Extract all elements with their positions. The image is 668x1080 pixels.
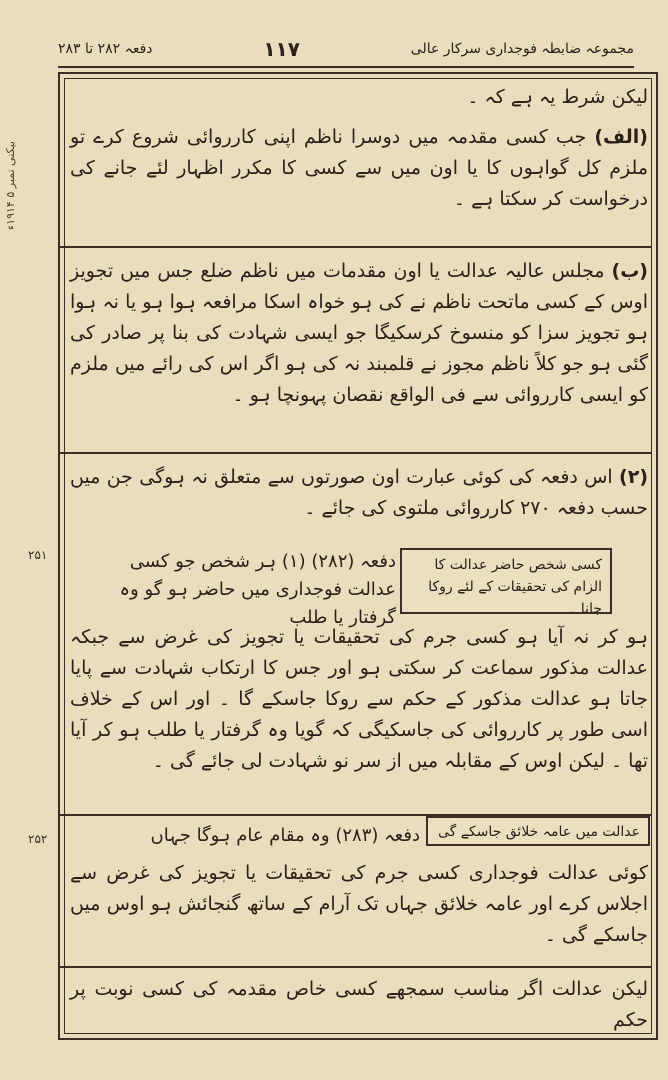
paragraph-intro: [70, 82, 648, 113]
margin-handwritten-note: بیکنی نمبر ۵ ۱۹۱۴ء: [4, 141, 17, 230]
side-caption-282: کسی شخص حاضر عدالت کا الزام کی تحقیقات کے لئے روکا جانا ۔: [400, 548, 612, 614]
paragraph-be: [70, 256, 648, 411]
page-header: [58, 32, 634, 68]
paragraph-alif: [70, 122, 648, 215]
divider: [60, 966, 652, 968]
section-282-heading: دفعہ (۲۸۲) (۱) ہر شخص جو کسی عدالت فوجداری میں حاضر ہو گو وہ گرفتار یا طلب: [119, 551, 396, 628]
section-283-last-line: لیکن عدالت اگر مناسب سمجھے کسی خاص مقدمہ کی کسی نوبت پر حکم: [70, 978, 648, 1031]
clause-label-be: (ب): [611, 260, 648, 282]
margin-number-1: ۲۵۱: [28, 548, 48, 562]
book-title: مجموعہ ضابطہ فوجداری سرکار عالی: [410, 41, 634, 57]
clause-label-alif: (الف): [594, 126, 648, 148]
section-range: دفعہ ۲۸۲ تا ۲۸۳: [58, 41, 153, 57]
section-282-text: ہو کر نہ آیا ہو کسی جرم کی تحقیقات یا تجویز کی غرض سے جبکہ عدالت مذکور سماعت کر سکتی ہو اور جس کا ارتکاب شہادت سے پایا جاتا ہو عدالت مذکور کے حکم سے روکا جاسکے گا ۔ اور اس کے خلاف اسی طور پر کارروائی کی جاسکیگی کہ گویا وہ گرفتار یا طلب ہو کر آیا تھا ۔ لیکن اوس کے مقابلہ میں از سر نو شہادت لی جائے گی ۔: [70, 626, 648, 772]
clause-label-2: (۲): [619, 466, 648, 488]
section-283-text: کوئی عدالت فوجداری کسی جرم کی تحقیقات یا تجویز کی غرض سے اجلاس کرے اور عامہ خلائق جہاں تک آرام کے ساتھ گنجائش ہو اوس میں جاسکے گی ۔: [70, 862, 648, 946]
divider: [60, 452, 652, 454]
clause-text-alif: جب کسی مقدمہ میں دوسرا ناظم اپنی کارروائی شروع کرے تو ملزم کل گواہوں کا یا اون میں سے کسی کا مکرر اظہار لئے جانے کی درخواست کر سکتا ہے ۔: [70, 126, 648, 210]
clause-text-2: اس دفعہ کی کوئی عبارت اون صورتوں سے متعلق نہ ہوگی جن میں حسب دفعہ ۲۷۰ کارروائی ملتوی کی جائے ۔: [70, 466, 648, 519]
clause-text-be: مجلس عالیہ عدالت یا اون مقدمات میں ناظم ضلع جس میں تجویز اوس کے کسی ماتحت ناظم نے کی ہو خواہ اسکا مرافعہ ہوا ہو یا نہ ہوا ہو تجویز سزا کو منسوخ کرسکیگا جو ایسی شہادت کی بنا پر صادر کی گئی ہو جو کلاً ناظم مجوز نے قلمبند نہ کی ہو اگر اس کی رائے میں ملزم کو ایسی کارروائی سے فی الواقع نقصان پہونچا ہو ۔: [70, 260, 648, 406]
divider: [60, 246, 652, 248]
section-283-heading: دفعہ (۲۸۳) وہ مقام عام ہوگا جہاں: [150, 825, 420, 846]
side-caption-283: عدالت میں عامہ خلائق جاسکے گی: [426, 816, 650, 846]
page-number: ۱۱۷: [263, 37, 300, 61]
paragraph-2: [70, 462, 648, 524]
proviso-text: لیکن شرط یہ ہے کہ ۔: [467, 86, 648, 108]
margin-number-2: ۲۵۲: [28, 832, 48, 846]
